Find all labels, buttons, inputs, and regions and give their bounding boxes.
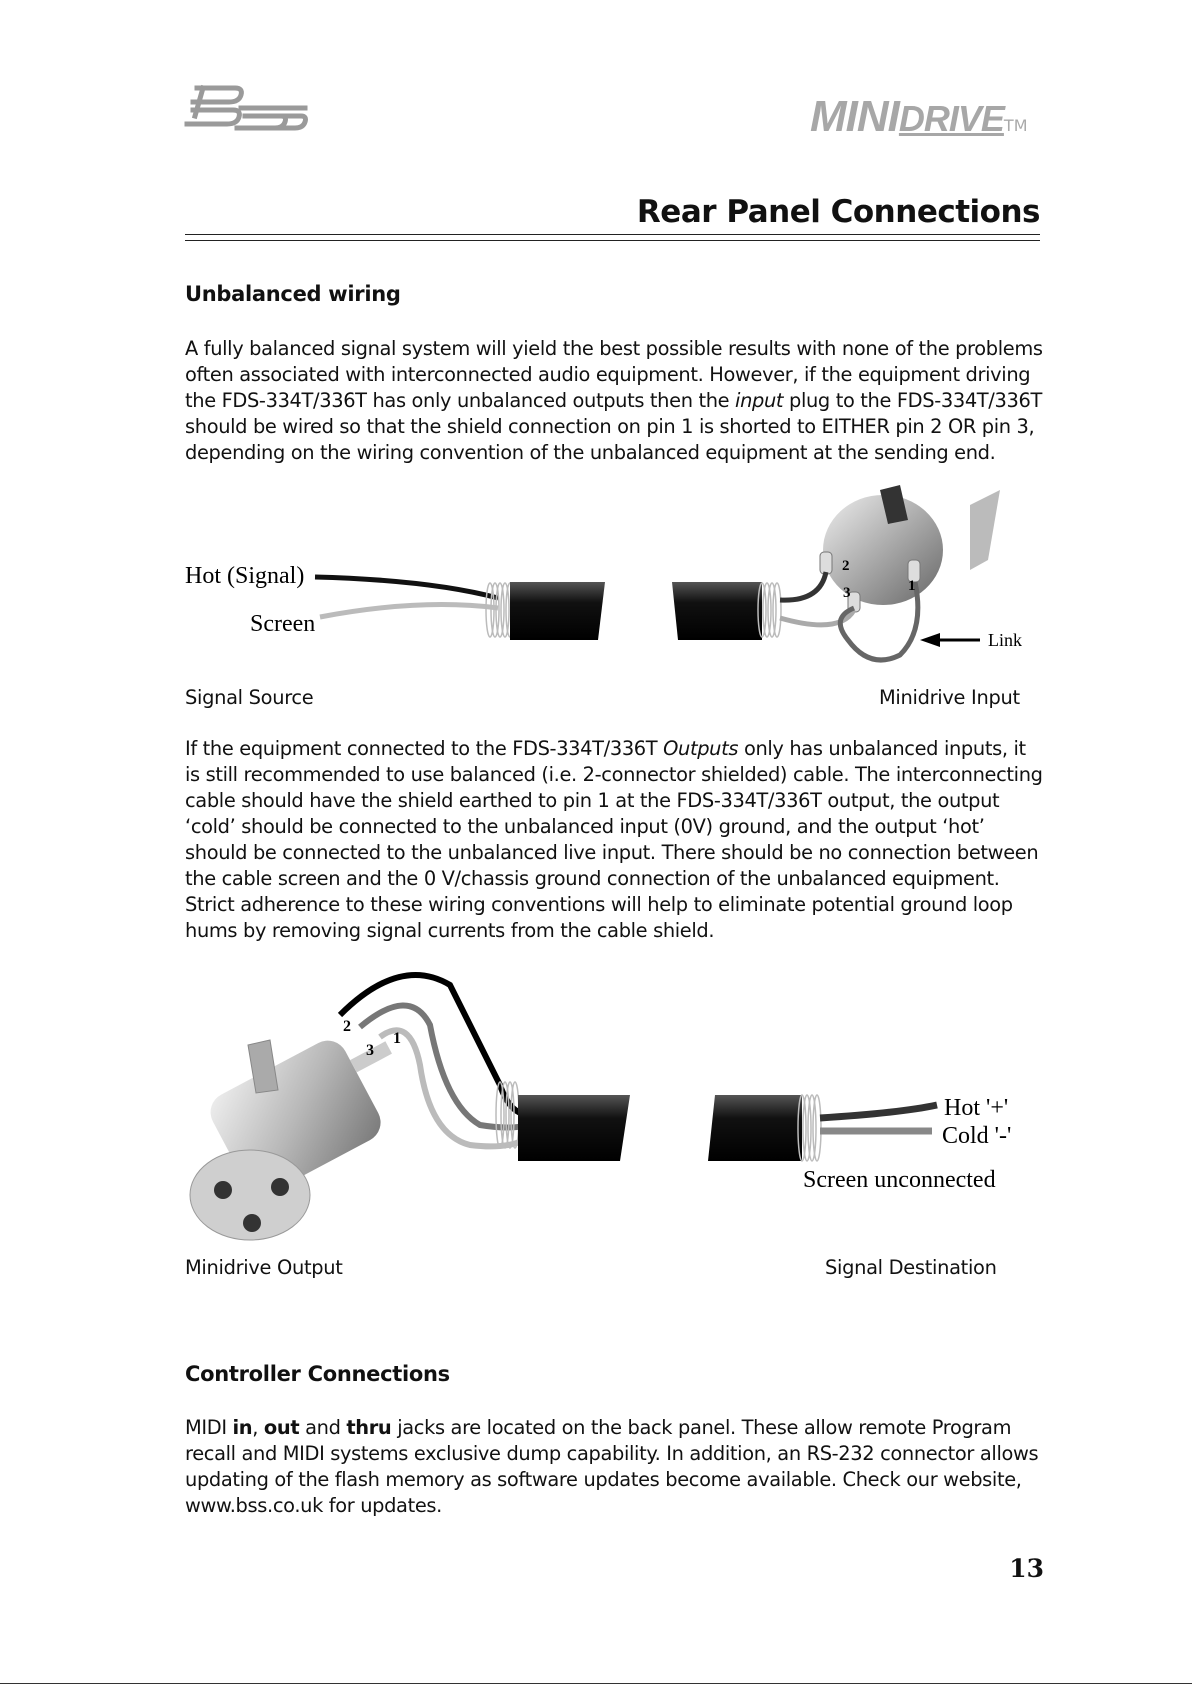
caption-minidrive-output: Minidrive Output: [185, 1256, 343, 1279]
minidrive-logo: [810, 92, 1046, 146]
hot-signal-label: Hot (Signal): [185, 563, 305, 589]
cable-jacket-right: [672, 582, 762, 640]
bss-logo: [183, 82, 309, 142]
paragraph-unbalanced: A fully balanced signal system will yield the best possible results with none of the problems often associated with interconnected audio equipment. However, if the equipment driving the FDS-334T/336T has only unbalanced outputs then the input plug to the FDS-334T/336T should be wired so that the shield connection on pin 1 is shorted to EITHER pin 2 OR pin 3, depending on the wiring convention of the unbalanced equipment at the sending end.: [185, 337, 1043, 464]
paragraph-outputs: If the equipment connected to the FDS-334T/336T Outputs only has unbalanced inputs, it is still recommended to use balanced (i.e. 2-connector shielded) cable. The interconnecting cable should have the shield earthed to pin 1 at the FDS-334T/336T output, the output ‘cold’ should be connected to the unbalanced input (0V) ground, and the output ‘hot’ should be connected to the unbalanced live input. There should be no connection between the cable screen and the 0 V/chassis ground connection of the unbalanced equipment. Strict adherence to these wiring conventions will help to eliminate potential ground loop hums by removing signal currents from the cable shield.: [185, 737, 1043, 942]
caption-signal-source: Signal Source: [185, 686, 314, 709]
unbalanced-input-diagram: [180, 480, 1050, 680]
pin-3-label: 3: [843, 585, 851, 601]
xlr-socket-hole: [271, 1178, 289, 1196]
title-rule-2: [185, 240, 1040, 241]
heading-controller-connections: Controller Connections: [185, 1362, 450, 1386]
logo-mini: MINI: [810, 92, 899, 141]
xlr-body: [823, 495, 943, 605]
xlr-socket-hole: [243, 1214, 261, 1232]
cable-jacket-right: [708, 1095, 802, 1161]
heading-unbalanced: Unbalanced wiring: [185, 282, 401, 306]
cable-jacket-left: [518, 1095, 630, 1161]
screen-unconnected-label: Screen unconnected: [803, 1167, 996, 1193]
paragraph-controller: MIDI in, out and thru jacks are located on the back panel. These allow remote Program recall and MIDI systems exclusive dump capability. In addition, an RS-232 connector allows updating of the flash memory as software updates become available. Check our website, www.bss.co.uk for updates.: [185, 1416, 1039, 1517]
pin-2-label: 2: [842, 558, 850, 574]
section-title: Rear Panel Connections: [636, 194, 1040, 230]
screen-wire: [320, 605, 498, 617]
hot-plus-label: Hot '+': [944, 1095, 1009, 1121]
logo-tm: TM: [1003, 116, 1028, 135]
title-rule: [185, 234, 1040, 235]
hot-wire: [315, 577, 498, 598]
pin-1-label: 1: [908, 578, 916, 594]
cold-minus-label: Cold '-': [942, 1123, 1012, 1149]
pin-3-label: 3: [366, 1042, 374, 1059]
xlr-socket-hole: [214, 1181, 232, 1199]
page-bottom-edge: [0, 1683, 1192, 1684]
screen-label: Screen: [250, 611, 316, 637]
cable-jacket-left: [510, 582, 605, 640]
hot-wire: [820, 1105, 937, 1118]
caption-signal-destination: Signal Destination: [825, 1256, 997, 1279]
page-number: 13: [1009, 1554, 1044, 1583]
link-arrow: [920, 633, 940, 647]
pin-1-label: 1: [393, 1030, 401, 1047]
unbalanced-output-diagram: [180, 965, 1050, 1245]
link-label: Link: [988, 630, 1022, 650]
pin-2-label: 2: [343, 1018, 351, 1035]
caption-minidrive-input: Minidrive Input: [879, 686, 1020, 709]
logo-drive: DRIVE: [898, 98, 1004, 139]
